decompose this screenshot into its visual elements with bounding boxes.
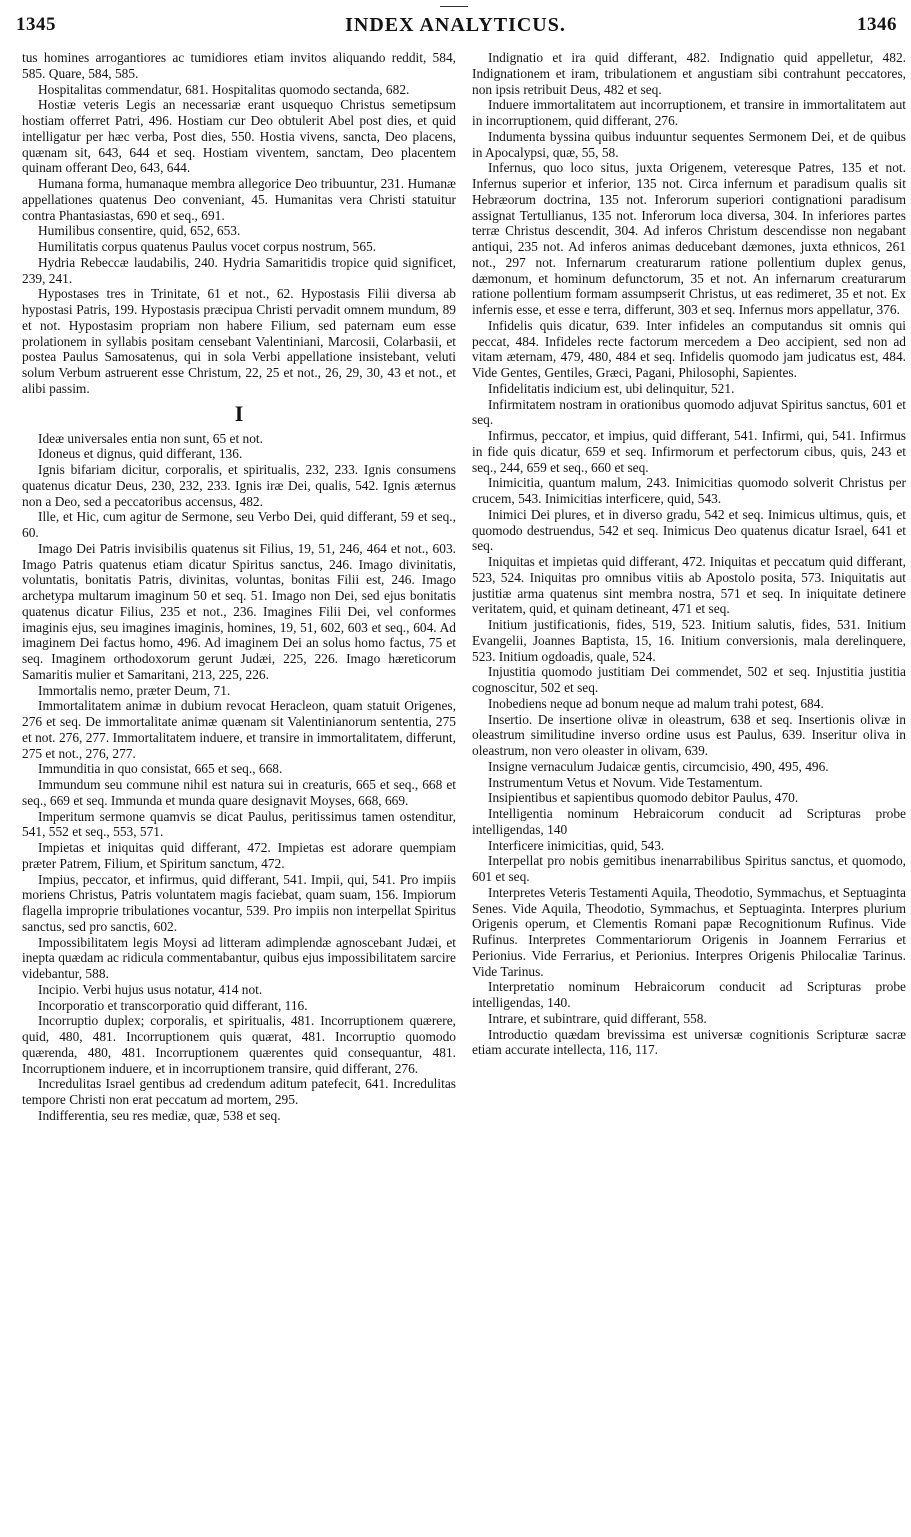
left-page-number: 1345	[16, 14, 56, 35]
index-entry: Immortalis nemo, præter Deum, 71.	[38, 682, 231, 698]
index-entry: Incorporatio et transcorporatio quid differant, 116.	[38, 997, 308, 1013]
index-entry: Intrare, et subintrare, quid differant, 558.	[488, 1010, 707, 1026]
index-entry: Humilitatis corpus quatenus Paulus vocet corpus nostrum, 565.	[38, 239, 377, 254]
index-entry: Imago Dei Patris invisibilis quatenus sit Filius, 19, 51, 246, 464 et not., 603. Imago Patris quatenus etiam dicatur Spiritus sanctus, 246. Imago divinitatis, voluntatis, bonitatis Patris, divinitas, voluntas, bonitas Filii est, 246. Imago archetypa multarum imaginum 50 et seq. 51. Imago non Dei, sed ejus bonitatis quatenus dicatur Filius, 235 et not., 236. Imagines Filii Dei, vel conformes imaginis ejus, seu imagines imaginis, homines, 19, 51, 602, 603 et seq., 604. Ad imaginem Dei factus homo, 496. Ad imaginem Dei an solus homo factus, 75 et seq. Imaginem orthodoxorum gerunt Judæi, 225, 226. Imago hæreticorum Samaritis mulier et Samaritani, 213, 225, 226.	[22, 540, 456, 682]
left-column	[22, 50, 456, 1530]
index-entry: Interpellat pro nobis gemitibus inenarrabilibus Spiritus sanctus, et quomodo, 601 et seq.	[472, 853, 906, 884]
index-entry: Incredulitas Israel gentibus ad credendum aditum patefecit, 641. Incredulitas tempore Christi non erat peccatum ad mortem, 295.	[22, 1076, 456, 1107]
index-entry: Humilibus consentire, quid, 652, 653.	[38, 223, 241, 239]
index-entry: Iniquitas et impietas quid differant, 472. Iniquitas et peccatum quid differant, 523, 524. Iniquitas pro omnibus vitiis ab Apostolo posita, 573. Iniquitatis aut justitiæ arma quatenus sint membra nostra, 571 et seq. In iniquitate detinere veritatem, quid, et quinam detineant, 471 et seq.	[472, 554, 906, 617]
index-entry: Insigne vernaculum Judaicæ gentis, circumcisio, 490, 495, 496.	[488, 758, 829, 774]
index-entry: Impietas et iniquitas quid differant, 472. Impietas est adorare quempiam præter Patrem, Filium, et Spiritum sanctum, 472.	[22, 840, 456, 871]
index-entry: tus homines arrogantiores ac tumidiores etiam invitos aliquando reddit, 584, 585. Quare, 584, 585.	[22, 50, 456, 81]
index-entry: Immunditia in quo consistat, 665 et seq., 668.	[38, 761, 283, 777]
index-entry: Injustitia quomodo justitiam Dei commendet, 502 et seq. Injustitia justitia cognoscitur, 502 et seq.	[472, 664, 906, 695]
index-entry: Inimicitia, quantum malum, 243. Inimicitias quomodo solverit Christus per crucem, 543. Inimicitias interficere, quid, 543.	[472, 475, 906, 506]
index-entry: Inimici Dei plures, et in diverso gradu, 542 et seq. Inimicus ultimus, quis, et quomodo destruendus, 542 et seq. Inimicus Deo quatenus dicatur Israel, 641 et seq.	[472, 506, 906, 554]
index-entry: Inobediens neque ad bonum neque ad malum trahi potest, 684.	[488, 695, 824, 711]
index-entry: Incipio. Verbi hujus usus notatur, 414 not.	[38, 981, 263, 997]
index-entry: Infidelitatis indicium est, ubi delinquitur, 521.	[488, 380, 735, 396]
index-entry: Impius, peccator, et infirmus, quid differant, 541. Impii, qui, 541. Pro impiis moriens Christus, Patris voluntatem magis faciebat, quam suam, 156. Impiorum flagella improprie tribulationes vocantur, 539. Pro impiis non interpellat Spiritus sanctus, sed pro sanctis, 602.	[22, 871, 456, 934]
section-letter: I	[234, 400, 244, 426]
index-entry: Incorruptio duplex; corporalis, et spiritualis, 481. Incorruptionem quærere, quid, 480, 481. Incorruptionem quis quærat, 481. Incorruptio quomodo quærenda, 480, 481. Incorruptionem quærentes quid consequantur, 481. Incorruptionem induere, et in incorruptionem transire, quid differant, 276.	[22, 1013, 456, 1076]
right-page-number: 1346	[857, 14, 897, 35]
index-entry: Intelligentia nominum Hebraicorum conducit ad Scripturas probe intelligendas, 140	[472, 806, 906, 837]
index-entry: Idoneus et dignus, quid differant, 136.	[38, 446, 243, 462]
index-entry: Infirmitatem nostram in orationibus quomodo adjuvat Spiritus sanctus, 601 et seq.	[472, 396, 906, 428]
index-entry: Impossibilitatem legis Moysi ad litteram adimplendæ agnoscebant Judæi, et inepta quædam ac ridicula commentabantur, quibus ejus impossibilitatem sarcire videbantur, 588.	[22, 934, 456, 981]
index-entry: Immortalitatem animæ in dubium revocat Heracleon, quam statuit Origenes, 276 et seq. De immortalitate animæ quænam sit Valentinianorum sententia, 275 et not. 276, 277. Immortalitatem induere, et transire in immortalitatem, differunt, 275 et not., 276, 277.	[22, 698, 456, 761]
index-entry: Hostiæ veteris Legis an necessariæ erant usquequo Christus semetipsum hostiam offerret Patri, 496. Hostiam cur Deo obtulerit Abel post dies, et quid intelligatur per hæc verba, Post dies, 550. Hostia vivens, sancta, Deo placens, quænam sit, 643, 644 et seq. Hostiam viventem, sanctam, Deo placentem quinam offerant Deo, 643, 644.	[22, 97, 456, 176]
index-entry: Infirmus, peccator, et impius, quid differant, 541. Infirmi, qui, 541. Infirmus in fide quis dicatur, 659 et seq. Infirmorum et perfectorum cibus, quis, 243 et seq., 244, 659 et seq., 660 et seq.	[472, 428, 906, 475]
index-entry: Insipientibus et sapientibus quomodo debitor Paulus, 470.	[488, 790, 799, 806]
index-entry: Interficere inimicitias, quid, 543.	[488, 837, 665, 853]
index-entry: Ille, et Hic, cum agitur de Sermone, seu Verbo Dei, quid differant, 59 et seq., 60.	[22, 509, 456, 540]
index-entry: Induere immortalitatem aut incorruptionem, et transire in immortalitatem aut in incorruptionem, quid differant, 276.	[472, 97, 906, 128]
index-entry: Ignis bifariam dicitur, corporalis, et spiritualis, 232, 233. Ignis consumens quatenus dicatur Deus, 230, 232, 233. Ignis iræ Dei, qualis, 542. Ignis æternus non a Deo, sed a peccatoribus accensus, 482.	[22, 462, 456, 509]
right-column	[472, 50, 906, 1530]
index-entry: Instrumentum Vetus et Novum. Vide Testamentum.	[488, 774, 763, 790]
index-entry: Indignatio et ira quid differant, 482. Indignatio quid appelletur, 482. Indignationem et iram, tribulationem et angustiam sibi contrahunt peccatores, non ipsis retribuit Deus, 482 et seq.	[472, 50, 906, 97]
index-entry: Indifferentia, seu res mediæ, quæ, 538 et seq.	[38, 1107, 281, 1123]
header-ornament	[440, 6, 468, 7]
index-entry: Indumenta byssina quibus induuntur sequentes Sermonem Dei, et de quibus in Apocalypsi, quæ, 55, 58.	[472, 128, 906, 160]
index-entry: Interpretes Veteris Testamenti Aquila, Theodotio, Symmachus, et Septuaginta Senes. Vide Aquila, Theodotio, Symmachus, et Septuaginta. Interpres plurium Origenis operum, et Clementis Romani papæ Recognitionum Rufinus. Vide Rufinus. Interpretes Commentariorum Origenis in Joannem Ferrarius et Perionius. Vide Ferrarius, et Perionius. Interpres Origenis Philocaliæ Tarinus. Vide Tarinus.	[472, 884, 906, 979]
index-entry: Immundum seu commune nihil est natura sui in creaturis, 665 et seq., 668 et seq., 669 et seq. Immunda et munda quare designavit Moyses, 668, 669.	[22, 777, 456, 808]
index-entry: Hypostases tres in Trinitate, 61 et not., 62. Hypostasis Filii diversa ab hypostasi Patris, 199. Hypostasis præcipua Christi pervadit omnem mundum, 89 et not. Hypostasim propriam non habere Filium, sed paternam eum esse prolationem in syllabis positam censebant Valentiniani, Marcosii, Colarbasii, et postea Paulus Samosatenus, qui in sola Verbi appellatione insistebant, veluti solum Verbum astruerent esse Christum, 22, 25 et not., 26, 29, 30, 43 et not., et alibi passim.	[22, 286, 456, 396]
page-header	[0, 0, 911, 46]
index-entry: Hospitalitas commendatur, 681. Hospitalitas quomodo sectanda, 682.	[38, 81, 410, 97]
index-entry: Infernus, quo loco situs, juxta Origenem, veteresque Patres, 135 et not. Infernus superior et inferior, 135 not. Circa infernum et paradisum qualis sit Hebræorum doctrina, 135 not. Inferorum superiori contignationi paradisum assignat Tertullianus, 135 not. Inferorum loca diversa, 304. In inferiores partes terræ Christus descendit, 304. Ad inferos Christum descendisse non negabant antiqui, 235 not. Ad inferos animas deducebant dæmones, juxta ethnicos, 261 not., 297 not. Infernarum creaturarum ratione pollentium duplex genus, dæmonum, et hominum defunctorum, 35 et not. An infernarum creaturarum ratione pollentium formam assumpserit Christus, ut eas redimeret, 35 et not. Ex infernis esse, et esse e terra, differunt, 303 et seq. Infernus mors appellatur, 376.	[472, 160, 906, 317]
index-entry: Imperitum sermone quamvis se dicat Paulus, peritissimus tamen ostenditur, 541, 552 et seq., 553, 571.	[22, 808, 456, 840]
index-entry: Hydria Rebeccæ laudabilis, 240. Hydria Samaritidis tropice quid significet, 239, 241.	[22, 254, 456, 286]
index-entry: Infidelis quis dicatur, 639. Inter infideles an computandus sit omnis qui peccat, 484. Infideles recte factorum mercedem a Deo accipient, sed non ad vitam æternam, 479, 480, 484 et seq. Infidelis quomodo jam judicatus est, 484. Vide Gentes, Gentiles, Græci, Pagani, Philosophi, Sapientes.	[472, 317, 906, 380]
index-entry: Ideæ universales entia non sunt, 65 et not.	[38, 430, 263, 446]
index-entry: Initium justificationis, fides, 519, 523. Initium salutis, fides, 531. Initium Evangelii, Joannes Baptista, 15, 16. Initium conversionis, mala derelinquere, 523. Initium ogdoadis, quale, 524.	[472, 617, 906, 664]
index-entry: Introductio quædam brevissima est universæ cognitionis Scripturæ sacræ etiam accurate intellecta, 116, 117.	[472, 1026, 906, 1058]
index-entry: Insertio. De insertione olivæ in oleastrum, 638 et seq. Insertionis olivæ in oleastrum similitudine inverso ordine usus est Paulus, 639. Inseritur oliva in oleastrum, non vero oleaster in olivam, 639.	[472, 711, 906, 758]
index-entry: Humana forma, humanaque membra allegorice Deo tribuuntur, 231. Humanæ appellationes quatenus Deo conveniant, 45. Humanitas vera Christi statuitur contra Phantasiastas, 690 et seq., 691.	[22, 176, 456, 223]
page-title: INDEX ANALYTICUS.	[345, 14, 566, 36]
index-entry: Interpretatio nominum Hebraicorum conducit ad Scripturas probe intelligendas, 140.	[472, 979, 906, 1010]
